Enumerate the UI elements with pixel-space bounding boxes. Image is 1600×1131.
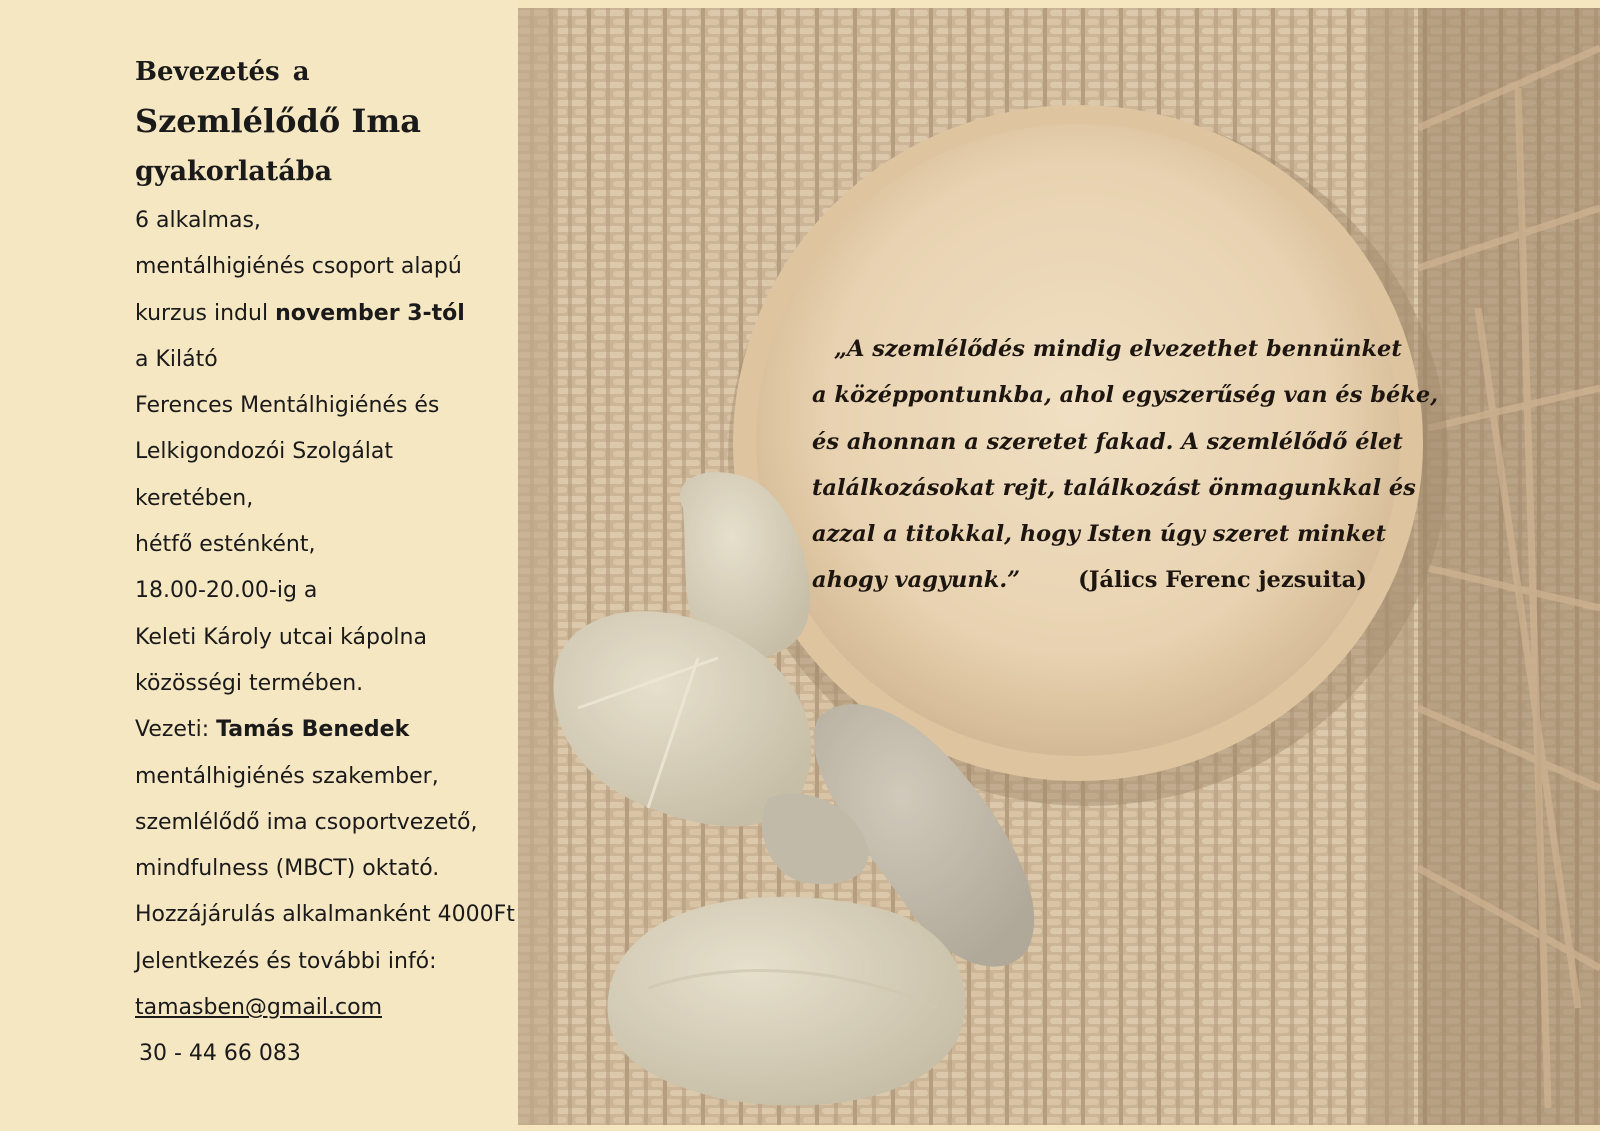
quote-line-3: és ahonnan a szeretet fakad. A szemlélődő élet [812, 428, 1403, 455]
quote-line-4: találkozásokat rejt, találkozást önmagunkkal és [812, 474, 1416, 501]
hetfo-text: hétfő esténként, [135, 532, 316, 558]
ferences-text: Ferences Mentálhigiénés és [135, 393, 440, 419]
title-line-2: Szemlélődő Ima [135, 102, 421, 140]
role-2-text: szemlélődő ima csoportvezető, [135, 809, 478, 835]
role-3-text: mindfulness (MBCT) oktató. [135, 856, 440, 882]
title-line-3: gyakorlatába [135, 156, 333, 187]
contact-text: Jelentkezés és további infó: [135, 948, 437, 974]
course-date: november 3-tól [275, 300, 465, 326]
lelki-text: Lelkigondozói Szolgálat [135, 439, 394, 465]
course-prefix: kurzus indul [135, 300, 276, 326]
fee-text: Hozzájárulás alkalmanként 4000Ft [135, 902, 515, 928]
leader-text [135, 707, 535, 753]
quote-line-6 [812, 557, 1452, 603]
quote-block [812, 326, 1452, 604]
quote-line-2: a középpontunkba, ahol egyszerűség van és béke, [812, 382, 1439, 409]
location-text: Keleti Károly utcai kápolna [135, 624, 427, 650]
phone-text: 30 - 44 66 083 [139, 1041, 301, 1067]
group-text: mentálhigiénés csoport alapú [135, 254, 462, 280]
leader-prefix: Vezeti: [135, 717, 217, 743]
title-line-1: Bevezetés a [135, 57, 310, 87]
quote-author: (Jálics Ferenc jezsuita) [1078, 567, 1367, 594]
quote-line-1: „A szemlélődés mindig elvezethet bennünket [834, 336, 1402, 362]
course-start-text [135, 291, 535, 337]
time-text: 18.00-20.00-ig a [135, 578, 318, 604]
event-details [135, 52, 535, 1078]
kereteben-text: keretében, [135, 485, 254, 511]
quote-end: ahogy vagyunk.” [812, 567, 1021, 594]
quote-line-5: azzal a titokkal, hogy Isten úgy szeret minket [812, 521, 1387, 548]
kilato-text: a Kilátó [135, 346, 218, 372]
sessions-text: 6 alkalmas, [135, 208, 261, 233]
leader-name: Tamás Benedek [216, 717, 410, 743]
room-text: közösségi termében. [135, 670, 364, 696]
role-1-text: mentálhigiénés szakember, [135, 763, 439, 789]
email-link[interactable]: tamasben@gmail.com [135, 995, 383, 1021]
